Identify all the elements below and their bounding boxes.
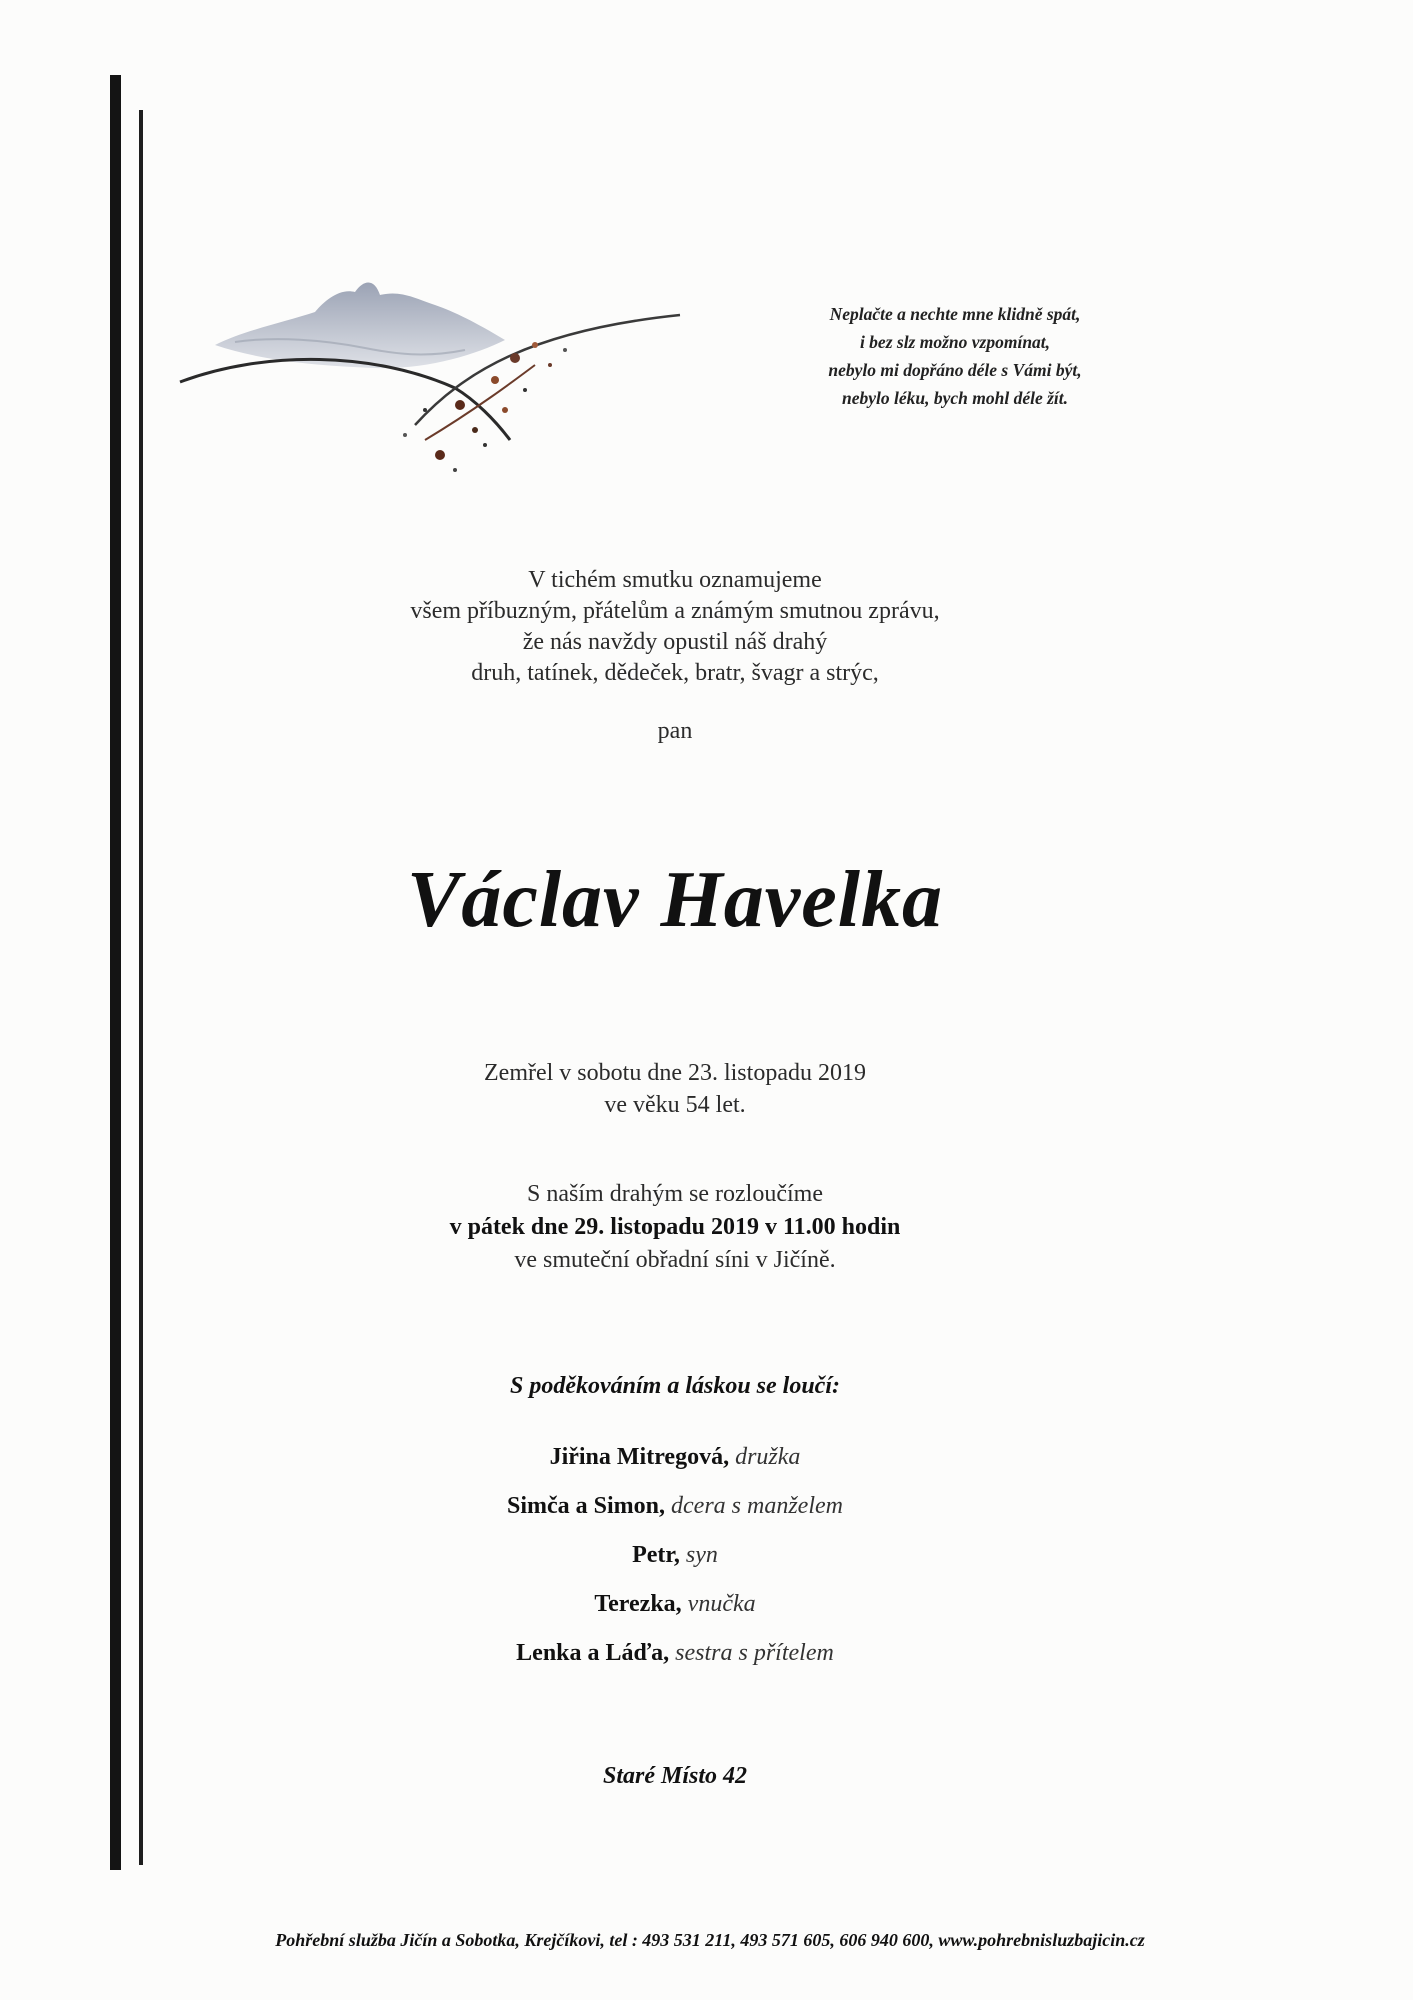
memorial-poem xyxy=(740,300,1170,412)
mourner-name: Petr, xyxy=(632,1542,680,1568)
mourner-relation: vnučka xyxy=(687,1591,756,1617)
landscape-illustration xyxy=(175,270,695,500)
mourner-relation: družka xyxy=(735,1444,801,1470)
mourner-name: Terezka, xyxy=(594,1591,682,1617)
poem-line: nebylo léku, bych mohl déle žít. xyxy=(841,388,1069,408)
death-info xyxy=(300,1057,1050,1121)
announcement-text xyxy=(300,565,1050,689)
address: Staré Místo 42 xyxy=(602,1763,748,1789)
funeral-service-footer: Pohřební služba Jičín a Sobotka, Krejčíkovi, tel : 493 531 211, 493 571 605, 606 940 600, www.pohrebnisluzbajicin.cz xyxy=(275,1930,1145,1950)
deceased-name: Václav Havelka xyxy=(406,856,944,944)
mourner-row xyxy=(300,1629,1050,1678)
mourners-list xyxy=(300,1433,1050,1678)
mourner-relation: sestra s přítelem xyxy=(675,1640,834,1666)
mourning-bar-thin xyxy=(139,110,143,1865)
mourner-name: Lenka a Láďa, xyxy=(516,1640,670,1666)
mourner-row xyxy=(300,1433,1050,1482)
mourner-relation: dcera s manželem xyxy=(671,1493,843,1519)
mourner-row xyxy=(300,1482,1050,1531)
honorific: pan xyxy=(657,718,693,744)
announcement-line: že nás navždy opustil náš drahý xyxy=(522,629,828,655)
mourner-row xyxy=(300,1580,1050,1629)
mourner-relation: syn xyxy=(685,1542,718,1568)
mourning-bar-thick xyxy=(110,75,121,1870)
mourner-name: Jiřina Mitregová, xyxy=(549,1444,730,1470)
thanks-heading: S poděkováním a láskou se loučí: xyxy=(509,1373,840,1399)
poem-line: Neplačte a nechte mne klidně spát, xyxy=(829,304,1081,324)
mourner-row xyxy=(300,1531,1050,1580)
farewell-place: ve smuteční obřadní síni v Jičíně. xyxy=(514,1247,836,1273)
announcement-line: druh, tatínek, dědeček, bratr, švagr a strýc, xyxy=(471,660,879,686)
announcement-line: V tichém smutku oznamujeme xyxy=(528,567,822,593)
poem-line: nebylo mi dopřáno déle s Vámi být, xyxy=(828,360,1082,380)
mourner-name: Simča a Simon, xyxy=(507,1493,666,1519)
farewell-datetime: v pátek dne 29. listopadu 2019 v 11.00 hodin xyxy=(449,1214,901,1240)
farewell-intro: S naším drahým se rozloučíme xyxy=(527,1181,823,1207)
death-age: ve věku 54 let. xyxy=(604,1092,746,1118)
poem-line: i bez slz možno vzpomínat, xyxy=(859,332,1051,352)
farewell-info xyxy=(300,1178,1050,1277)
death-date: Zemřel v sobotu dne 23. listopadu 2019 xyxy=(484,1060,866,1086)
announcement-line: všem příbuzným, přátelům a známým smutnou zprávu, xyxy=(410,598,940,624)
